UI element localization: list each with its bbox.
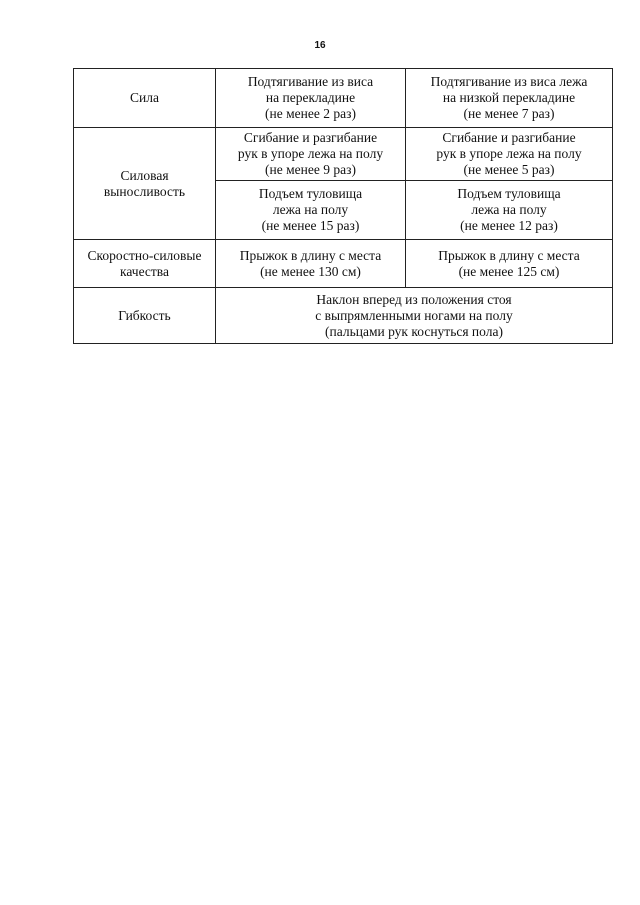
norm-line: Наклон вперед из положения стоя bbox=[316, 291, 512, 307]
quality-cell bbox=[74, 128, 216, 240]
quality-label: выносливость bbox=[103, 183, 186, 199]
quality-label: Скоростно-силовые bbox=[87, 247, 202, 263]
quality-cell bbox=[74, 288, 216, 344]
norm-line: Прыжок в длину с места bbox=[239, 247, 382, 263]
table-row bbox=[74, 240, 613, 288]
norm-line: (не менее 12 раз) bbox=[460, 218, 558, 233]
quality-cell bbox=[74, 69, 216, 128]
norm-cell-merged bbox=[216, 288, 613, 344]
quality-label: Силовая bbox=[120, 167, 169, 183]
norm-line: Сгибание и разгибание bbox=[243, 130, 378, 145]
table-row bbox=[74, 288, 613, 344]
norm-line: лежа на полу bbox=[272, 202, 349, 217]
norm-line: (не менее 125 см) bbox=[458, 263, 560, 279]
norm-line: (не менее 2 раз) bbox=[265, 106, 356, 121]
quality-label: Гибкость bbox=[118, 307, 171, 323]
norm-line: Подтягивание из виса bbox=[247, 74, 374, 89]
table-row bbox=[74, 128, 613, 181]
norm-line: Прыжок в длину с места bbox=[438, 247, 580, 263]
norm-line: на низкой перекладине bbox=[442, 90, 576, 105]
norm-line: (не менее 9 раз) bbox=[265, 162, 356, 177]
norm-line: рук в упоре лежа на полу bbox=[237, 146, 384, 161]
norm-line: (не менее 15 раз) bbox=[261, 218, 360, 233]
norm-line: рук в упоре лежа на полу bbox=[436, 146, 582, 161]
norm-cell bbox=[406, 69, 613, 128]
norm-line: Подъем туловища bbox=[258, 186, 363, 201]
quality-label: Сила bbox=[130, 90, 159, 105]
norm-line: Сгибание и разгибание bbox=[442, 130, 576, 145]
norm-line: на перекладине bbox=[265, 90, 356, 105]
norm-line: (не менее 7 раз) bbox=[463, 106, 555, 121]
quality-cell bbox=[74, 240, 216, 288]
norm-line: с выпрямленными ногами на полу bbox=[315, 307, 513, 323]
standards-table bbox=[73, 68, 613, 344]
quality-label: качества bbox=[119, 263, 169, 279]
page-number: 16 bbox=[314, 40, 326, 51]
norm-line: Подтягивание из виса лежа bbox=[430, 74, 588, 89]
norm-line: (пальцами рук коснуться пола) bbox=[325, 323, 503, 339]
norm-line: (не менее 130 см) bbox=[260, 263, 361, 279]
norm-line: (не менее 5 раз) bbox=[463, 162, 555, 177]
norm-line: лежа на полу bbox=[471, 202, 547, 217]
norm-cell bbox=[406, 128, 613, 181]
norm-cell bbox=[216, 128, 406, 181]
norm-line: Подъем туловища bbox=[457, 186, 561, 201]
norm-cell bbox=[406, 240, 613, 288]
table-row bbox=[74, 69, 613, 128]
norm-cell bbox=[216, 69, 406, 128]
norm-cell bbox=[406, 181, 613, 240]
norm-cell bbox=[216, 181, 406, 240]
norm-cell bbox=[216, 240, 406, 288]
